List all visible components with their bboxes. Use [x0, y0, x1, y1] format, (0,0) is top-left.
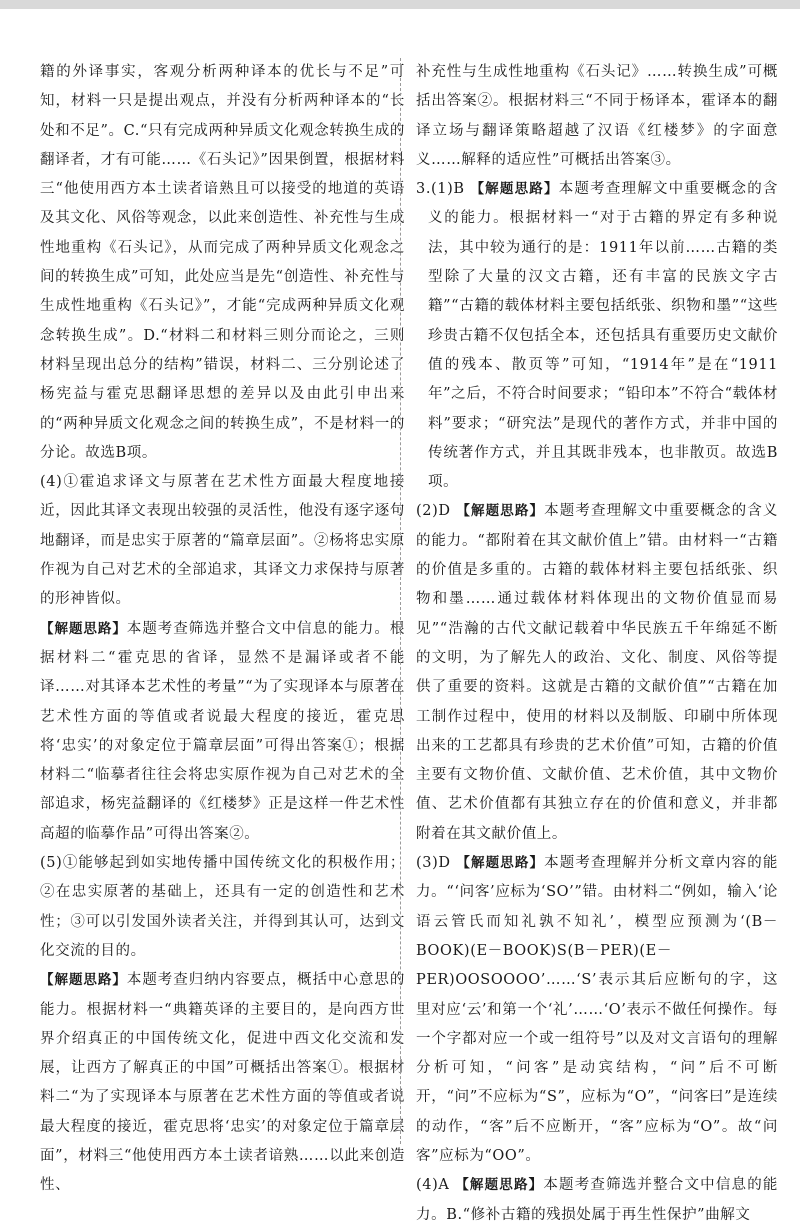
analysis-paragraph — [416, 849, 778, 1171]
answer-choice: (3)D — [416, 855, 457, 872]
solution-tag: 【解题思路】 — [455, 1177, 544, 1194]
answer-choice: (4)A — [416, 1177, 456, 1194]
solution-tag: 【解题思路】 — [40, 972, 127, 989]
left-column — [40, 58, 405, 1201]
column-divider — [400, 58, 401, 1144]
answer-paragraph: (5)①能够起到如实地传播中国传统文化的积极作用；②在忠实原著的基础上，还具有一定的创造性和艺术性；③可以引发国外读者关注，并得到其认可，达到文化交流的目的。 — [40, 855, 405, 959]
answer-choice: (2)D — [416, 503, 457, 520]
analysis-text: 本题考查理解文中重要概念的含义的能力。“都附着在其文献价值上”错。由材料一“古籍的价值是多重的。古籍的载体材料主要包括纸张、织物和墨……通过载体材料体现出的文物价值显而易见”“浩瀚的古代文献记载着中华民族五千年绵延不断的文明，为了解先人的政治、文化、制度、风俗等提供了重要的资料。这就是古籍的文献价值”“古籍在加工制作过程中，使用的材料以及制版、印刷中所体现出来的工艺都具有珍贵的艺术价值”可知，古籍的价值主要有文物价值、文献价值、艺术价值，其中文物价值、艺术价值都有其独立存在的价值和意义，并非都附着在其文献价值上。 — [416, 503, 778, 842]
solution-tag: 【解题思路】 — [456, 503, 545, 520]
analysis-text: 本题考查筛选并整合文中信息的能力。根据材料二“霍克思的省译，显然不是漏译或者不能译……对其译本艺术性的考量”“为了实现译本与原著在艺术性方面的等值或者说最大程度的接近，霍克思将‘忠实’的对象定位于篇章层面”可得出答案①；根据材料二“临摹者往往会将忠实原作视为自己对艺术的全部追求，杨宪益翻译的《红楼梦》正是这样一件艺术性高超的临摹作品”可得出答案②。 — [40, 620, 405, 842]
question-number: 3. — [416, 181, 432, 198]
answer-choice: (1)B — [431, 181, 471, 198]
solution-tag: 【解题思路】 — [40, 620, 127, 637]
right-column — [416, 58, 778, 1230]
page-top-bar — [0, 0, 800, 9]
solution-tag: 【解题思路】 — [470, 181, 559, 198]
answer-paragraph: 籍的外译事实，客观分析两种译本的优长与不足”可知，材料一只是提出观点，并没有分析两种译本的“长处和不足”。C.“只有完成两种异质文化观念转换生成的翻译者，才有可能……《石头记》”因果倒置，根据材料三“他使用西方本土读者谙熟且可以接受的地道的英语及其文化、风俗等观念，以此来创造性、补充性与生成性地重构《石头记》，从而完成了两种异质文化观念之间的转换生成”可知，此处应当是先“创造性、补充性与生成性地重构《石头记》”，才能“完成两种异质文化观念转换生成”。D.“材料二和材料三则分而论之，三则材料呈现出总分的结构”错误，材料二、三分别论述了杨宪益与霍克思翻译思想的差异以及由此引申出来的“两种异质文化观念之间的转换生成”，不是材料一的分论。故选B项。 — [40, 64, 405, 461]
answer-paragraph: 补充性与生成性地重构《石头记》……转换生成”可概括出答案②。根据材料三“不同于杨译本，霍译本的翻译立场与翻译策略超越了汉语《红楼梦》的字面意义……解释的适应性”可概括出答案③。 — [416, 64, 778, 168]
analysis-text: 本题考查理解文中重要概念的含义的能力。根据材料一“对于古籍的界定有多种说法，其中较为通行的是：1911年以前……古籍的类型除了大量的汉文古籍，还有丰富的民族文字古籍”“古籍的载体材料主要包括纸张、织物和墨”“这些珍贵古籍不仅包括全本，还包括具有重要历史文献价值的残本、散页等”可知，“1914年”是在“1911年”之后，不符合时间要求；“铅印本”不符合“载体材料”要求；“研究法”是现代的著作方式，并非中国的传统著作方式，并且其既非残本，也非散页。故选B项。 — [428, 181, 778, 491]
analysis-paragraph — [40, 615, 405, 849]
analysis-paragraph — [416, 497, 778, 849]
answer-paragraph: (4)①霍追求译文与原著在艺术性方面最大程度地接近，因此其译文表现出较强的灵活性，他没有逐字逐句地翻译，而是忠实于原著的“篇章层面”。②杨将忠实原作视为自己对艺术的全部追求，其译文力求保持与原著的形神皆似。 — [40, 474, 405, 608]
analysis-paragraph — [416, 1171, 778, 1230]
analysis-text: 本题考查筛选并整合文中信息的能力。B.“修补古籍的残损处属于再生性保护”曲解文 — [416, 1177, 779, 1223]
analysis-text: 本题考查归纳内容要点，概括中心意思的能力。根据材料一“典籍英译的主要目的，是向西方世界介绍真正的中国传统文化，促进中西文化交流和发展，让西方了解真正的中国”可概括出答案①。根据材料二“为了实现译本与原著在艺术性方面的等值或者说最大程度的接近，霍克思将‘忠实’的对象定位于篇章层面”，材料三“他使用西方本土读者谙熟……以此来创造性、 — [40, 972, 405, 1194]
analysis-text: 本题考查理解并分析文章内容的能力。“‘问客’应标为‘SO’”错。由材料二“例如，输入‘论语云管氏而知礼孰不知礼’，模型应预测为‘(B－BOOK)(E－BOOK)S(B－PER)(E－PER)OOSOOOO’……‘S’表示其后应断句的字，这里对应‘云’和第一个‘礼’……‘O’表示不做任何操作。每一个字都对应一个或一组符号”以及对文言语句的理解分析可知，“问客”是动宾结构，“问”后不可断开，“问”不应标为“S”，应标为“O”，“问客曰”是连续的动作，“客”后不应断开，“客”应标为“O”。故“问客”应标为“OO”。 — [416, 855, 778, 1164]
question-3-paragraph — [416, 175, 778, 497]
analysis-paragraph — [40, 966, 405, 1200]
solution-tag: 【解题思路】 — [456, 855, 545, 872]
